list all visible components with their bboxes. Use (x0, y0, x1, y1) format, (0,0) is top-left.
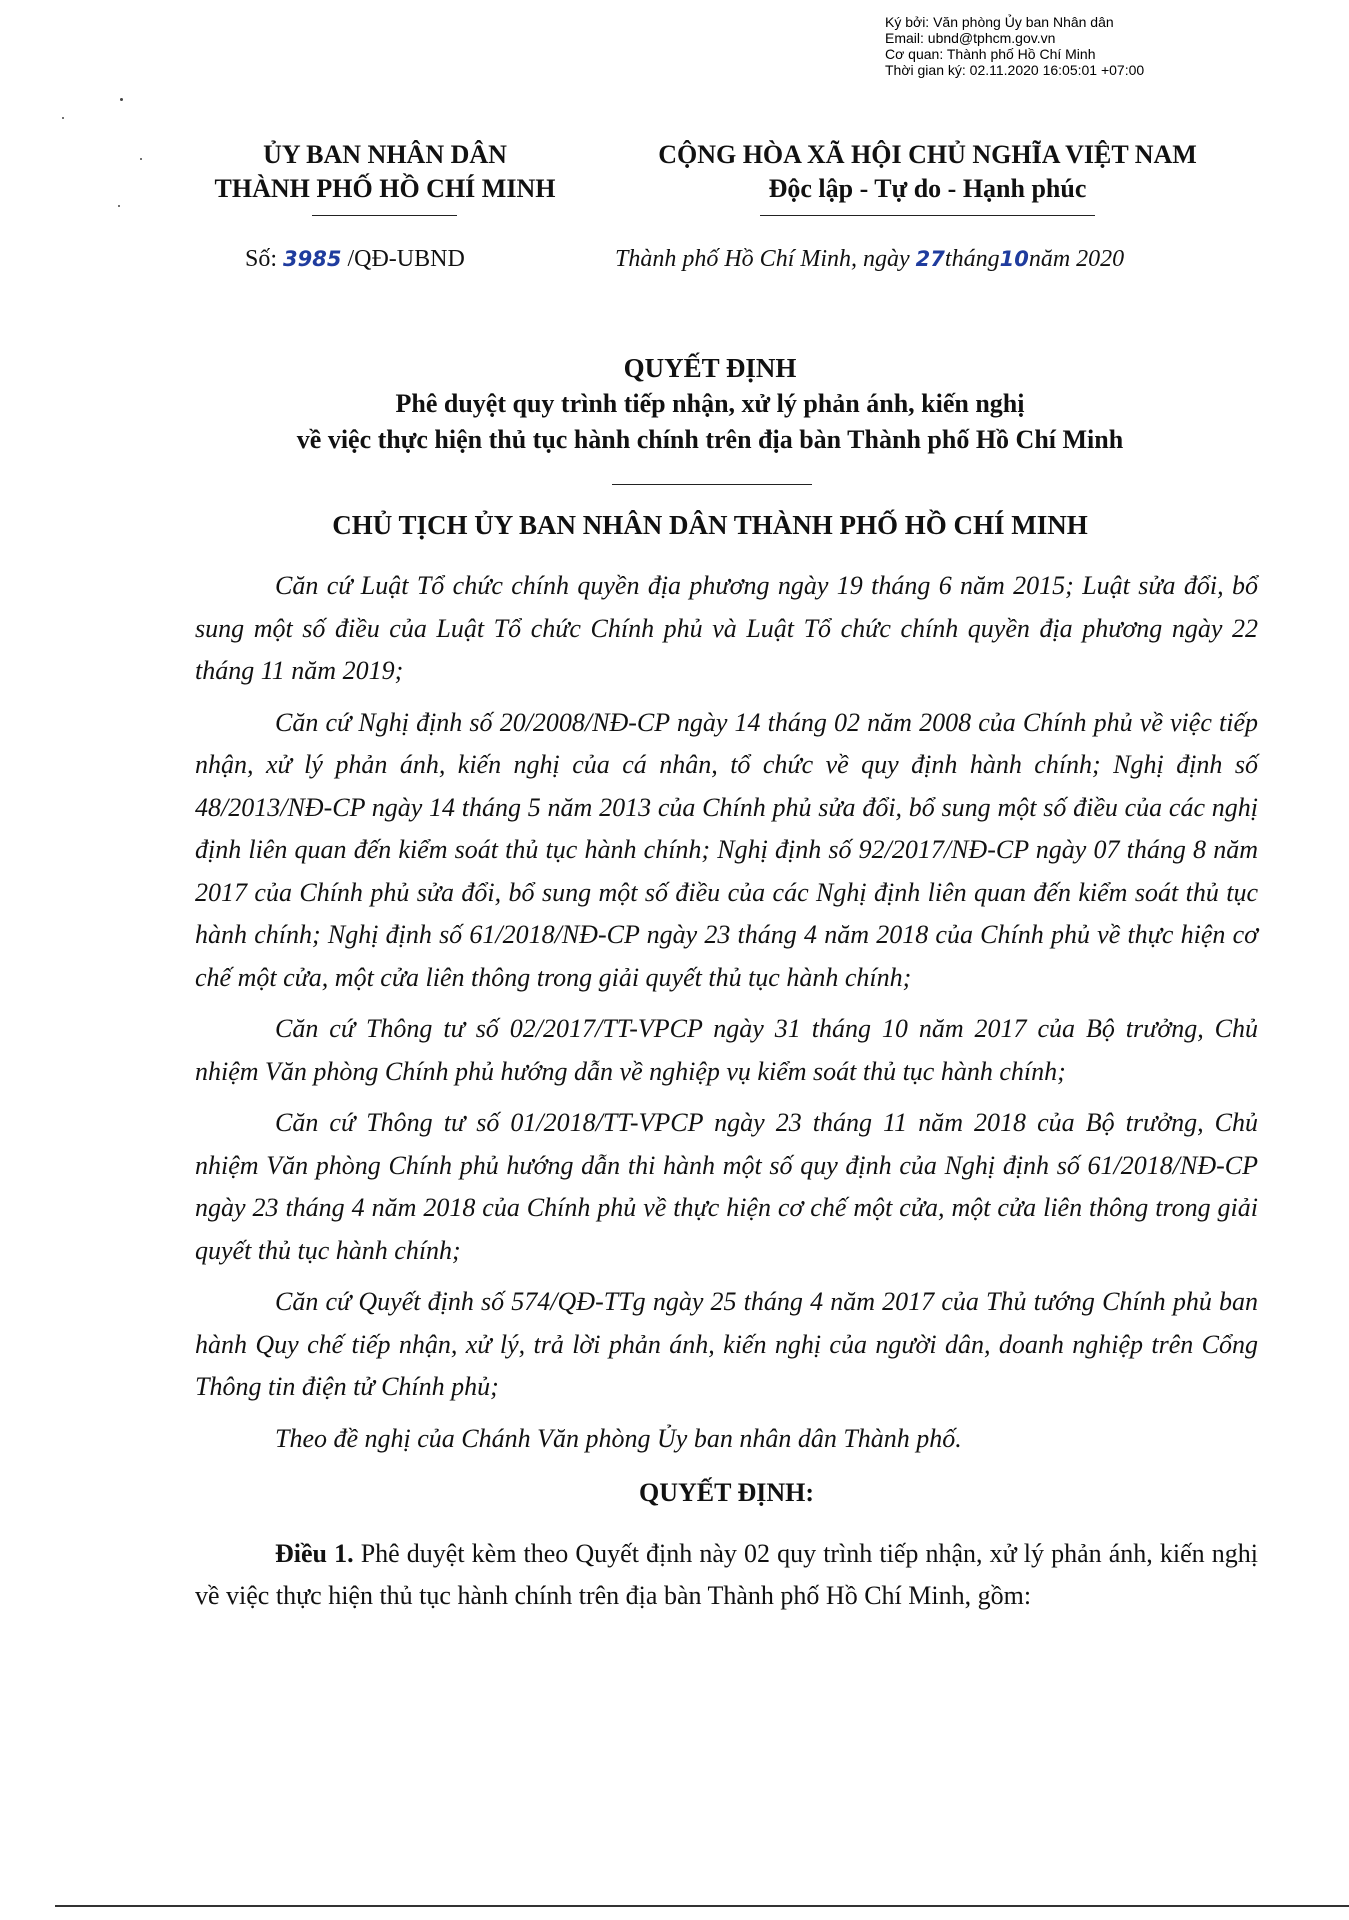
authority-underline (312, 215, 457, 216)
scan-speck (118, 205, 120, 207)
date-line (615, 246, 1124, 273)
title-subject-1: Phê duyệt quy trình tiếp nhận, xử lý phản ánh, kiến nghị (395, 389, 1025, 418)
motto-underline (760, 215, 1095, 216)
scan-speck (120, 98, 123, 101)
national-motto (600, 138, 1255, 206)
number-prefix: Số: (245, 246, 278, 272)
country-name: CỘNG HÒA XÃ HỘI CHỦ NGHĨA VIỆT NAM (658, 140, 1197, 169)
date-place: Thành phố Hồ Chí Minh, ngày (615, 246, 910, 272)
signature-time: Thời gian ký: 02.11.2020 16:05:01 +07:00 (885, 62, 1145, 78)
title-underline (612, 484, 812, 485)
preamble-paragraph: Căn cứ Thông tư số 02/2017/TT-VPCP ngày 31 tháng 10 năm 2017 của Bộ trưởng, Chủ nhiệm Văn phòng Chính phủ hướng dẫn về nghiệp vụ kiểm soát thủ tục hành chính; (195, 1014, 1258, 1086)
number-suffix: /QĐ-UBND (347, 246, 465, 272)
page-bottom-edge (55, 1905, 1349, 1907)
preamble-paragraph: Theo đề nghị của Chánh Văn phòng Ủy ban nhân dân Thành phố. (275, 1423, 962, 1453)
date-year: năm 2020 (1028, 246, 1125, 272)
title-type: QUYẾT ĐỊNH (623, 353, 797, 383)
digital-signature-block (885, 14, 1144, 78)
signature-signer: Ký bởi: Văn phòng Ủy ban Nhân dân (885, 14, 1114, 30)
motto: Độc lập - Tự do - Hạnh phúc (768, 174, 1087, 203)
preamble-paragraph: Căn cứ Nghị định số 20/2008/NĐ-CP ngày 14 tháng 02 năm 2008 của Chính phủ về việc tiếp nhận, xử lý phản ánh, kiến nghị của cá nhân, tổ chức về quy định hành chính; Nghị định số 48/2013/NĐ-CP ngày 14 tháng 5 năm 2013 của Chính phủ sửa đổi, bổ sung một số điều của các nghị định liên quan đến kiểm soát thủ tục hành chính; Nghị định số 92/2017/NĐ-CP ngày 07 tháng 8 năm 2017 của Chính phủ sửa đổi, bổ sung một số điều của các Nghị định liên quan đến kiểm soát thủ tục hành chính; Nghị định số 61/2018/NĐ-CP ngày 23 tháng 4 năm 2018 của Chính phủ về thực hiện cơ chế một cửa, một cửa liên thông trong giải quyết thủ tục hành chính; (195, 707, 1258, 992)
authority-line-2: THÀNH PHỐ HỒ CHÍ MINH (214, 174, 556, 203)
signature-email: Email: ubnd@tphcm.gov.vn (885, 30, 1056, 46)
decision-heading: QUYẾT ĐỊNH: (638, 1478, 815, 1507)
preamble-paragraph: Căn cứ Luật Tổ chức chính quyền địa phương ngày 19 tháng 6 năm 2015; Luật sửa đổi, bổ sung một số điều của Luật Tổ chức Chính phủ và Luật Tổ chức chính quyền địa phương ngày 22 tháng 11 năm 2019; (195, 571, 1258, 685)
signature-agency: Cơ quan: Thành phố Hồ Chí Minh (885, 46, 1096, 62)
article-1 (195, 1533, 1258, 1618)
issuing-authority (200, 138, 570, 206)
number-handwritten: 3985 (283, 247, 342, 271)
authority-line-1: ỦY BAN NHÂN DÂN (263, 140, 507, 169)
preamble-paragraph: Căn cứ Thông tư số 01/2018/TT-VPCP ngày 23 tháng 11 năm 2018 của Bộ trưởng, Chủ nhiệm Văn phòng Chính phủ hướng dẫn thi hành một số quy định của Nghị định số 61/2018/NĐ-CP ngày 23 tháng 4 năm 2018 của Chính phủ về thực hiện cơ chế một cửa, một cửa liên thông trong giải quyết thủ tục hành chính; (195, 1108, 1258, 1265)
preamble-paragraph: Căn cứ Quyết định số 574/QĐ-TTg ngày 25 tháng 4 năm 2017 của Thủ tướng Chính phủ ban hành Quy chế tiếp nhận, xử lý, trả lời phản ánh, kiến nghị của người dân, doanh nghiệp trên Cổng Thông tin điện tử Chính phủ; (195, 1287, 1258, 1401)
decision-authority: CHỦ TỊCH ỦY BAN NHÂN DÂN THÀNH PHỐ HỒ CHÍ MINH (332, 510, 1088, 540)
date-day: 27 (915, 247, 945, 271)
date-month: 10 (999, 247, 1029, 271)
scan-speck (62, 117, 64, 119)
date-month-label: tháng (944, 246, 1000, 272)
title-subject-2: về việc thực hiện thủ tục hành chính trên địa bàn Thành phố Hồ Chí Minh (296, 425, 1124, 454)
document-body (195, 565, 1258, 1627)
document-number (245, 246, 465, 273)
article-1-text: Phê duyệt kèm theo Quyết định này 02 quy trình tiếp nhận, xử lý phản ánh, kiến nghị về việc thực hiện thủ tục hành chính trên địa bàn Thành phố Hồ Chí Minh, gồm: (195, 1538, 1258, 1610)
scan-speck (140, 158, 142, 160)
document-title (160, 350, 1260, 458)
article-1-label: Điều 1. (275, 1538, 354, 1568)
